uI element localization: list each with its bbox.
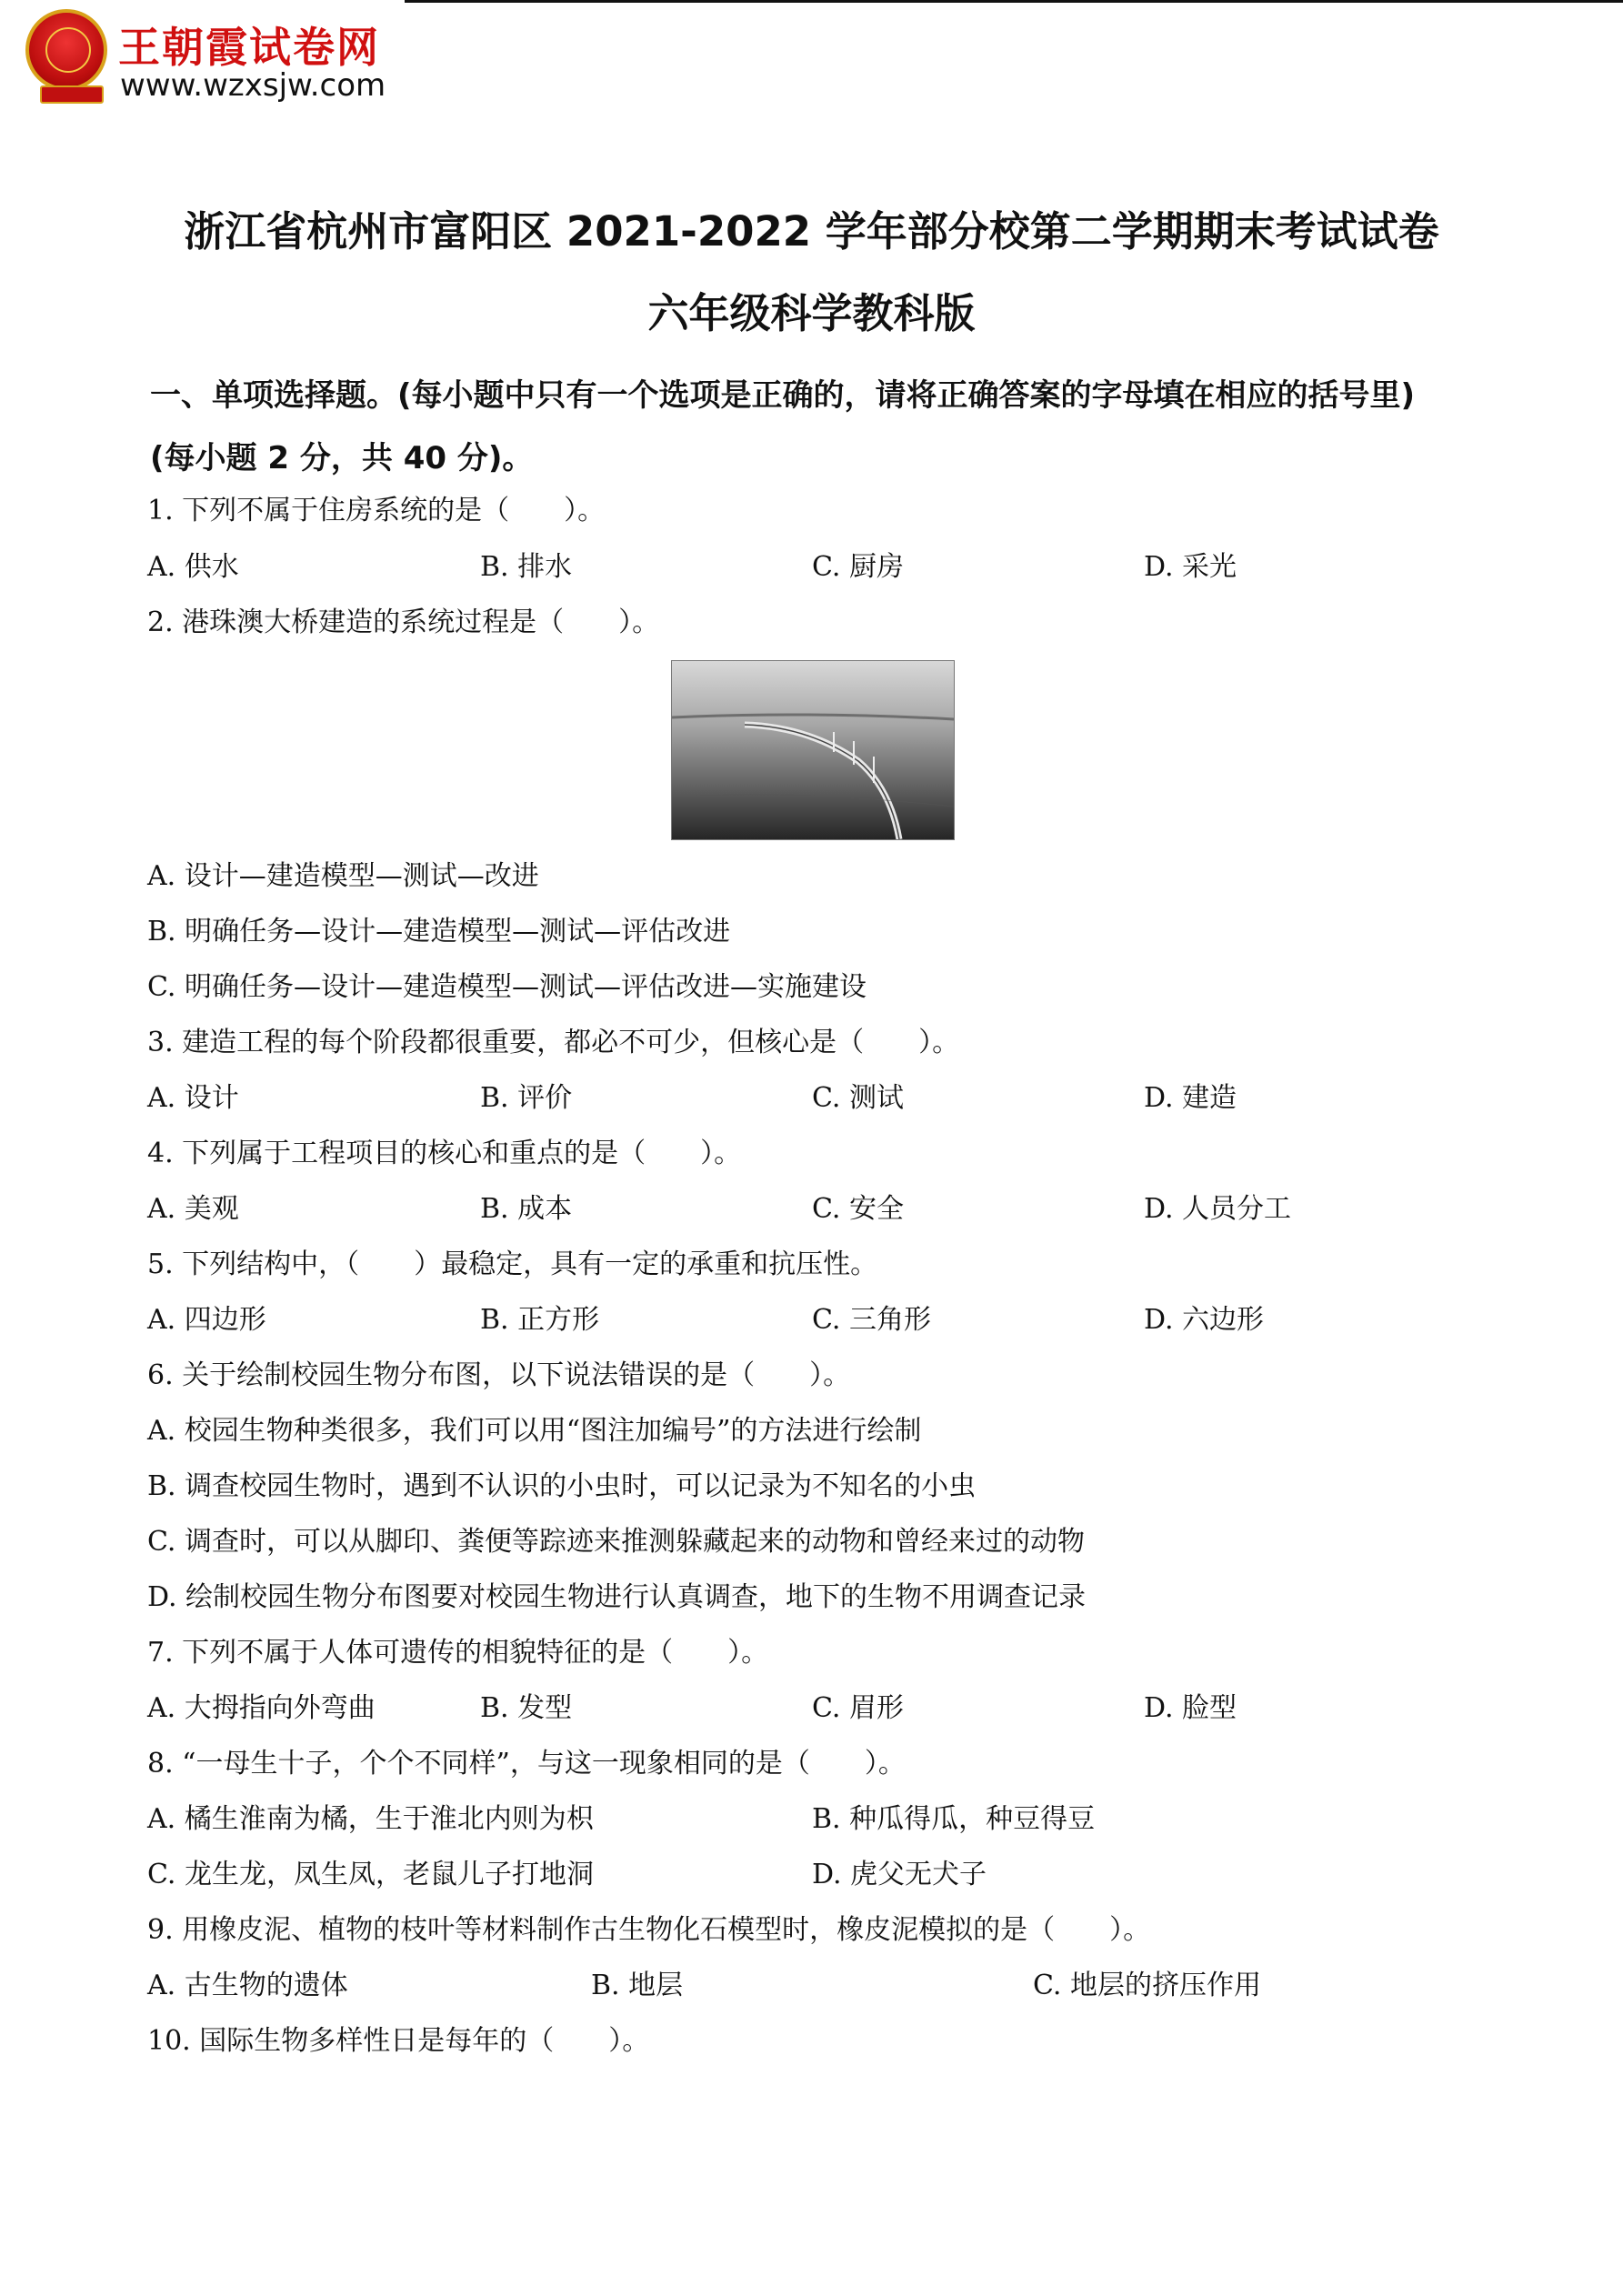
logo-site-name: 王朝霞试卷网 — [118, 23, 380, 72]
question-8-option-d: D. 虎父无犬子 — [812, 1859, 987, 1890]
question-4-option-b: B. 成本 — [480, 1193, 573, 1225]
question-1-option-a: A. 供水 — [147, 551, 239, 583]
question-3-option-a: A. 设计 — [147, 1082, 239, 1114]
top-rule — [405, 0, 1623, 3]
question-1-option-d: D. 采光 — [1144, 551, 1237, 583]
site-logo[interactable] — [25, 9, 398, 109]
question-3-stem: 3. 建造工程的每个阶段都很重要，都必不可少，但核心是（ ）。 — [147, 1027, 960, 1058]
question-6-option-c: C. 调查时，可以从脚印、粪便等踪迹来推测躲藏起来的动物和曾经来过的动物 — [147, 1526, 1085, 1558]
question-10-stem: 10. 国际生物多样性日是每年的（ ）。 — [147, 2025, 650, 2057]
exam-title: 浙江省杭州市富阳区 2021-2022 学年部分校第二学期期末考试试卷 — [184, 207, 1439, 256]
question-4-option-d: D. 人员分工 — [1144, 1193, 1292, 1225]
question-9-option-b: B. 地层 — [591, 1970, 684, 2001]
question-5-stem: 5. 下列结构中，（ ）最稳定，具有一定的承重和抗压性。 — [147, 1248, 878, 1280]
question-1-stem: 1. 下列不属于住房系统的是（ ）。 — [147, 495, 606, 526]
question-8-option-b: B. 种瓜得瓜，种豆得豆 — [812, 1803, 1096, 1835]
question-2-option-b: B. 明确任务—设计—建造模型—测试—评估改进 — [147, 916, 731, 947]
question-6-option-d: D. 绘制校园生物分布图要对校园生物进行认真调查，地下的生物不用调查记录 — [147, 1581, 1087, 1613]
question-9-stem: 9. 用橡皮泥、植物的枝叶等材料制作古生物化石模型时，橡皮泥模拟的是（ ）。 — [147, 1914, 1151, 1946]
question-7-option-b: B. 发型 — [480, 1692, 573, 1724]
question-6-option-a: A. 校园生物种类很多，我们可以用“图注加编号”的方法进行绘制 — [147, 1415, 922, 1447]
question-8-option-a: A. 橘生淮南为橘，生于淮北内则为枳 — [147, 1803, 594, 1835]
section-heading: 一、单项选择题。(每小题中只有一个选项是正确的，请将正确答案的字母填在相应的括号里) — [150, 377, 1416, 414]
question-7-option-a: A. 大拇指向外弯曲 — [147, 1692, 376, 1724]
question-8-option-c: C. 龙生龙，凤生凤，老鼠儿子打地洞 — [147, 1859, 594, 1890]
question-5-option-d: D. 六边形 — [1144, 1304, 1265, 1336]
question-1-option-c: C. 厨房 — [812, 551, 904, 583]
question-4-option-c: C. 安全 — [812, 1193, 904, 1225]
question-9-option-c: C. 地层的挤压作用 — [1033, 1970, 1261, 2001]
question-7-stem: 7. 下列不属于人体可遗传的相貌特征的是（ ）。 — [147, 1637, 769, 1669]
question-7-option-d: D. 脸型 — [1144, 1692, 1237, 1724]
logo-seal-icon — [25, 9, 107, 91]
question-8-stem: 8. “一母生十子，个个不同样”，与这一现象相同的是（ ）。 — [147, 1748, 906, 1780]
section-scoring-note: (每小题 2 分，共 40 分)。 — [150, 440, 534, 476]
question-5-option-a: A. 四边形 — [147, 1304, 266, 1336]
question-3-option-c: C. 测试 — [812, 1082, 904, 1114]
question-7-option-c: C. 眉形 — [812, 1692, 904, 1724]
question-4-stem: 4. 下列属于工程项目的核心和重点的是（ ）。 — [147, 1138, 742, 1169]
question-4-option-a: A. 美观 — [147, 1193, 239, 1225]
question-3-option-d: D. 建造 — [1144, 1082, 1237, 1114]
question-2-option-a: A. 设计—建造模型—测试—改进 — [147, 860, 539, 892]
question-2-stem: 2. 港珠澳大桥建造的系统过程是（ ）。 — [147, 607, 660, 638]
question-3-option-b: B. 评价 — [480, 1082, 573, 1114]
question-1-option-b: B. 排水 — [480, 551, 573, 583]
bridge-photo — [671, 660, 955, 840]
question-6-option-b: B. 调查校园生物时，遇到不认识的小虫时，可以记录为不知名的小虫 — [147, 1470, 977, 1502]
question-6-stem: 6. 关于绘制校园生物分布图，以下说法错误的是（ ）。 — [147, 1359, 851, 1391]
question-5-option-c: C. 三角形 — [812, 1304, 931, 1336]
question-5-option-b: B. 正方形 — [480, 1304, 600, 1336]
question-9-option-a: A. 古生物的遗体 — [147, 1970, 348, 2001]
question-2-option-c: C. 明确任务—设计—建造模型—测试—评估改进—实施建设 — [147, 971, 867, 1003]
logo-site-url[interactable]: www.wzxsjw.com — [120, 67, 386, 104]
exam-subtitle: 六年级科学教科版 — [647, 289, 976, 337]
